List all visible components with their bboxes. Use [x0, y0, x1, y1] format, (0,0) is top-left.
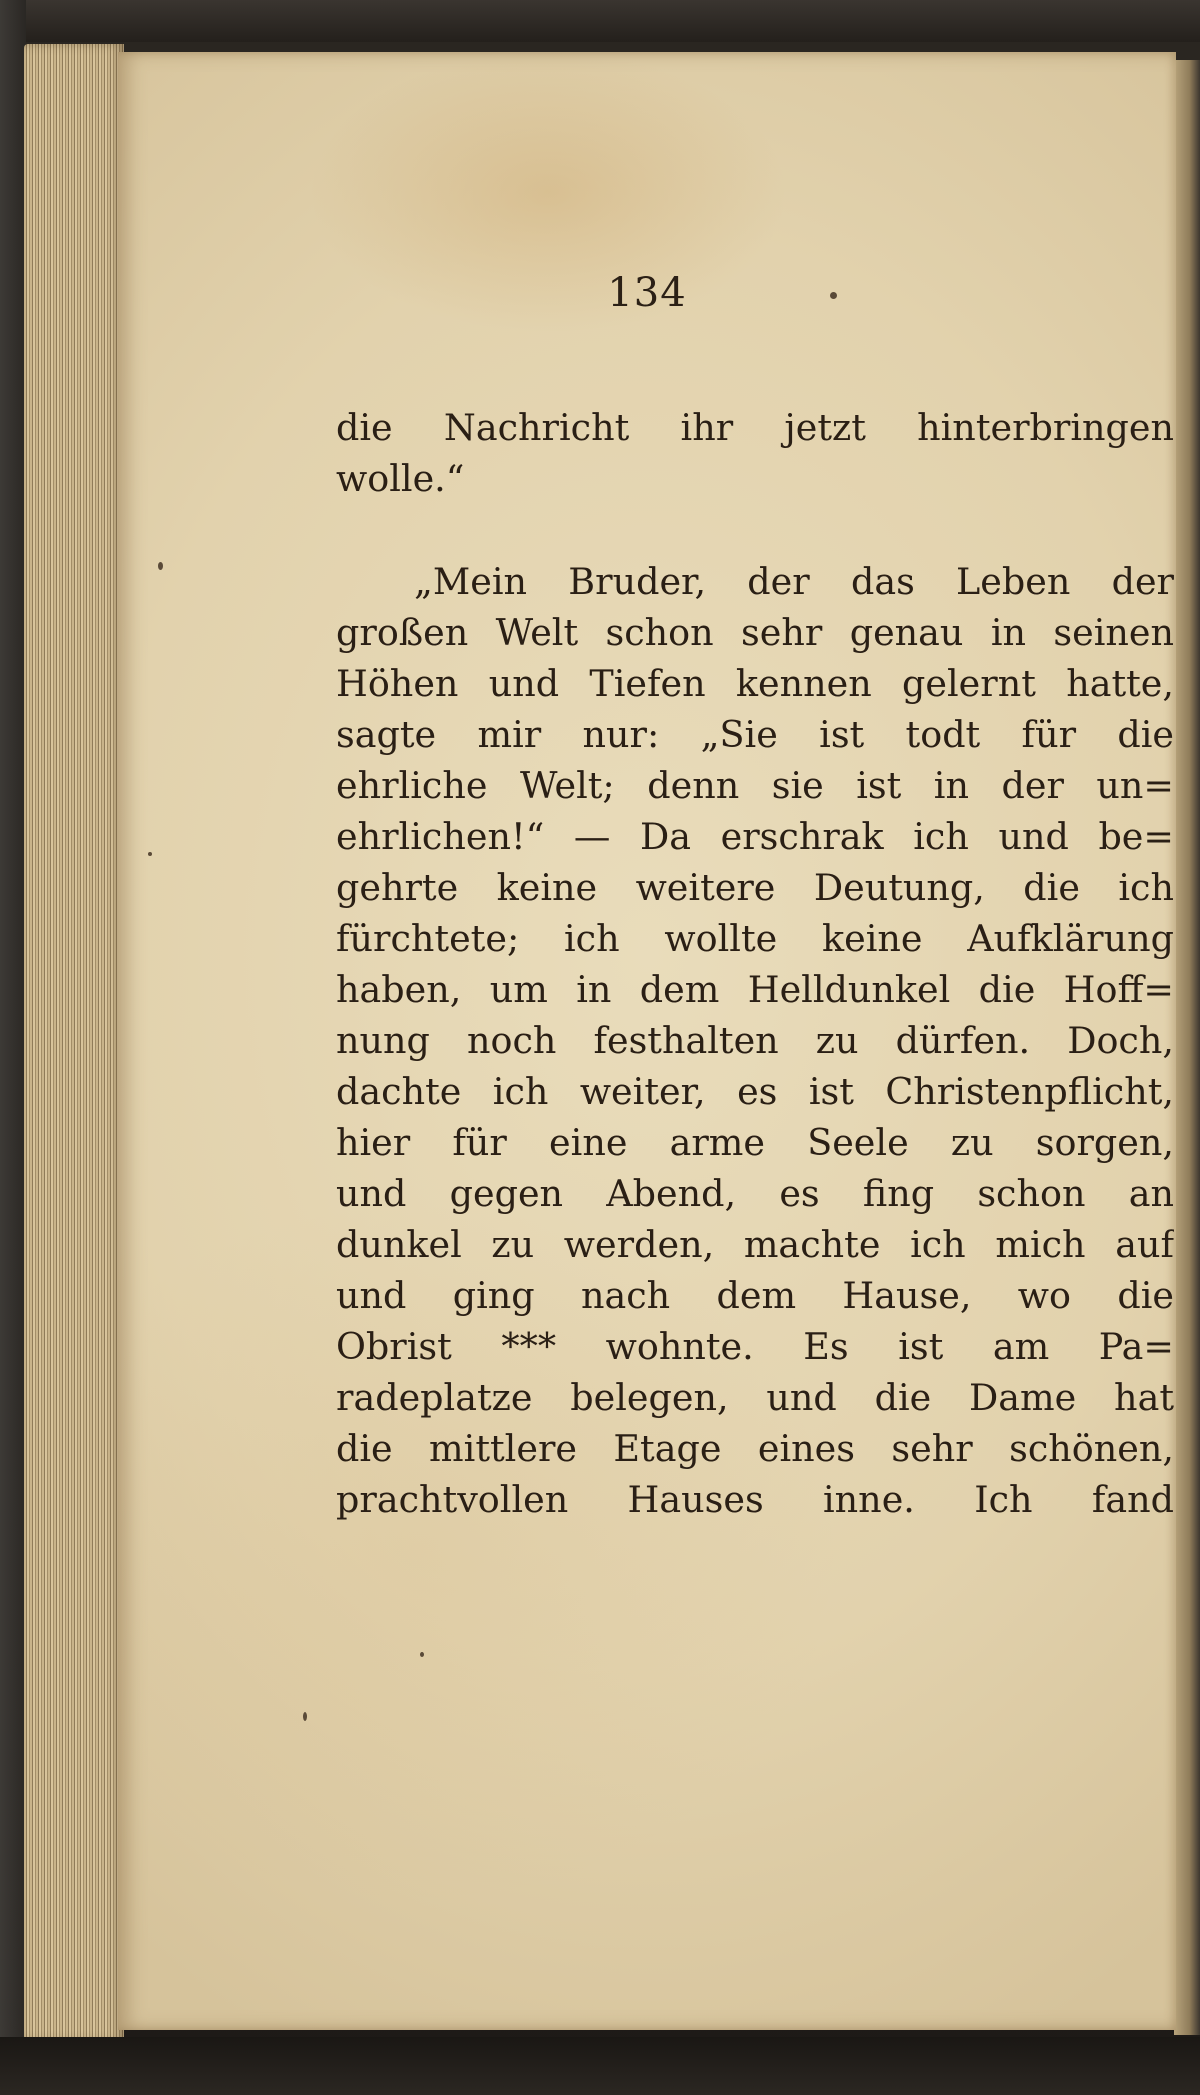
text-line: ehrliche Welt; denn sie ist in der un= — [336, 764, 1174, 807]
paragraph-gap — [336, 504, 1174, 556]
text-line: dunkel zu werden, machte ich mich auf — [336, 1223, 1174, 1266]
text-line: die Nachricht ihr jetzt hinterbringen — [336, 406, 1174, 449]
text-line: hier für eine arme Seele zu sorgen, — [336, 1121, 1174, 1164]
facing-page-edge — [1174, 60, 1200, 2035]
text-line: wolle.“ — [336, 457, 465, 500]
text-line: radeplatze belegen, und die Dame hat — [336, 1376, 1174, 1419]
book-cover-bottom — [0, 2037, 1200, 2095]
book-page — [118, 52, 1176, 2030]
text-line: fürchtete; ich wollte keine Aufklärung — [336, 917, 1174, 960]
page-stack-edges — [24, 44, 124, 2042]
text-line: und gegen Abend, es fing schon an — [336, 1172, 1174, 1215]
book-cover-left — [0, 0, 26, 2095]
text-line: Höhen und Tiefen kennen gelernt hatte, — [336, 662, 1174, 705]
book-cover-top — [0, 0, 1200, 42]
text-line: Obrist *** wohnte. Es ist am Pa= — [336, 1325, 1174, 1368]
text-line: „Mein Bruder, der das Leben der — [414, 560, 1174, 603]
text-line: und ging nach dem Hause, wo die — [336, 1274, 1174, 1317]
paper-speck — [420, 1652, 424, 1657]
page-number: 134 — [607, 270, 687, 316]
text-line: prachtvollen Hauses inne. Ich fand — [336, 1478, 1174, 1521]
paper-speck — [148, 852, 152, 856]
text-line: sagte mir nur: „Sie ist todt für die — [336, 713, 1174, 756]
text-line: großen Welt schon sehr genau in seinen — [336, 611, 1174, 654]
paper-speck — [158, 562, 163, 570]
paper-speck — [303, 1712, 307, 1721]
text-line: nung noch festhalten zu dürfen. Doch, — [336, 1019, 1174, 1062]
page-body-text — [336, 402, 1174, 1525]
text-line: die mittlere Etage eines sehr schönen, — [336, 1427, 1174, 1470]
text-line: dachte ich weiter, es ist Christenpflicht, — [336, 1070, 1174, 1113]
text-line: haben, um in dem Helldunkel die Hoff= — [336, 968, 1174, 1011]
paper-speck — [830, 292, 837, 299]
text-line: ehrlichen!“ — Da erschrak ich und be= — [336, 815, 1174, 858]
text-line: gehrte keine weitere Deutung, die ich — [336, 866, 1174, 909]
